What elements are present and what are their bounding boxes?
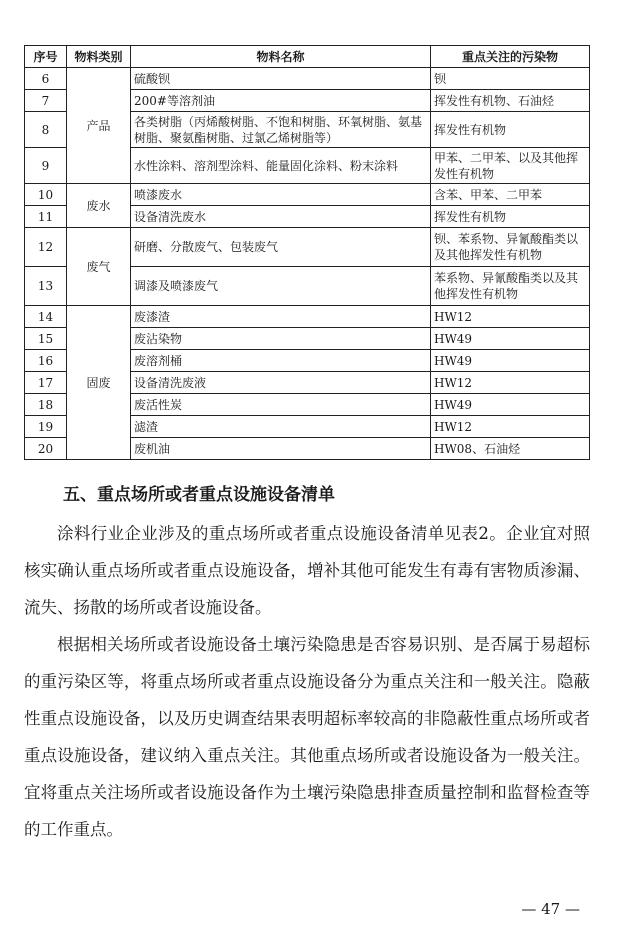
- paragraph: 根据相关场所或者设施设备土壤污染隐患是否容易识别、是否属于易超标的重污染区等，将重点场所或者重点设施设备分为重点关注和一般关注。隐蔽性重点设施设备，以及历史调查结果表明超标率较高的非隐蔽性重点场所或者重点设施设备，建议纳入重点关注。其他重点场所或者设施设备为一般关注。宜将重点关注场所或者设施设备作为土壤污染隐患排查质量控制和监督检查等的工作重点。: [24, 635, 590, 839]
- material-name: 废活性炭: [131, 394, 431, 416]
- row-number: 20: [25, 438, 67, 460]
- pollutant: 苯系物、异氰酸酯类以及其他挥发性有机物: [431, 267, 590, 306]
- material-name: 设备清洗废液: [131, 372, 431, 394]
- material-name: 200#等溶剂油: [131, 90, 431, 112]
- row-number: 13: [25, 267, 67, 306]
- pollutant: 挥发性有机物: [431, 206, 590, 228]
- row-number: 11: [25, 206, 67, 228]
- pollutant: HW12: [431, 416, 590, 438]
- category-exhaust: 废气: [67, 228, 131, 306]
- category-wastewater: 废水: [67, 184, 131, 228]
- material-name: 硫酸钡: [131, 68, 431, 90]
- material-name: 废溶剂桶: [131, 350, 431, 372]
- row-number: 12: [25, 228, 67, 267]
- material-name: 废沾染物: [131, 328, 431, 350]
- table-header-row: [25, 46, 590, 68]
- material-name: 废机油: [131, 438, 431, 460]
- row-number: 14: [25, 306, 67, 328]
- material-name: 设备清洗废水: [131, 206, 431, 228]
- pollutant: HW49: [431, 394, 590, 416]
- pollutant: HW49: [431, 328, 590, 350]
- header-name: 物料名称: [131, 46, 431, 68]
- row-number: 16: [25, 350, 67, 372]
- header-category: 物料类别: [67, 46, 131, 68]
- row-number: 6: [25, 68, 67, 90]
- row-number: 9: [25, 148, 67, 184]
- material-name: 废漆渣: [131, 306, 431, 328]
- row-number: 18: [25, 394, 67, 416]
- header-pollutant: 重点关注的污染物: [431, 46, 590, 68]
- row-number: 15: [25, 328, 67, 350]
- row-number: 7: [25, 90, 67, 112]
- table-row: [25, 68, 590, 90]
- material-name: 喷漆废水: [131, 184, 431, 206]
- row-number: 8: [25, 112, 67, 148]
- pollutant: 挥发性有机物: [431, 112, 590, 148]
- section-heading: 五、重点场所或者重点设施设备清单: [63, 485, 335, 505]
- row-number: 10: [25, 184, 67, 206]
- row-number: 17: [25, 372, 67, 394]
- material-name: 各类树脂（丙烯酸树脂、不饱和树脂、环氧树脂、氨基树脂、聚氨酯树脂、过氯乙烯树脂等）: [131, 112, 431, 148]
- table-row: [25, 228, 590, 267]
- pollutant: HW12: [431, 306, 590, 328]
- pollutant: 钡: [431, 68, 590, 90]
- row-number: 19: [25, 416, 67, 438]
- material-name: 研磨、分散废气、包装废气: [131, 228, 431, 267]
- pollutant: HW49: [431, 350, 590, 372]
- table-row: [25, 184, 590, 206]
- paragraph: 涂料行业企业涉及的重点场所或者重点设施设备清单见表2。企业宜对照核实确认重点场所或者重点设施设备，增补其他可能发生有毒有害物质渗漏、流失、扬散的场所或者设施设备。: [24, 524, 590, 617]
- table-row: [25, 306, 590, 328]
- pollutant: HW08、石油烃: [431, 438, 590, 460]
- pollutant: 含苯、甲苯、二甲苯: [431, 184, 590, 206]
- pollutant: 甲苯、二甲苯、以及其他挥发性有机物: [431, 148, 590, 184]
- header-no: 序号: [25, 46, 67, 68]
- category-product: 产品: [67, 68, 131, 184]
- pollutant: HW12: [431, 372, 590, 394]
- material-name: 滤渣: [131, 416, 431, 438]
- category-solid-waste: 固废: [67, 306, 131, 460]
- page-number: — 47 —: [521, 900, 580, 918]
- pollutant: 挥发性有机物、石油烃: [431, 90, 590, 112]
- materials-table: [24, 45, 590, 460]
- pollutant: 钡、苯系物、异氰酸酯类以及其他挥发性有机物: [431, 228, 590, 267]
- material-name: 水性涂料、溶剂型涂料、能量固化涂料、粉末涂料: [131, 148, 431, 184]
- material-name: 调漆及喷漆废气: [131, 267, 431, 306]
